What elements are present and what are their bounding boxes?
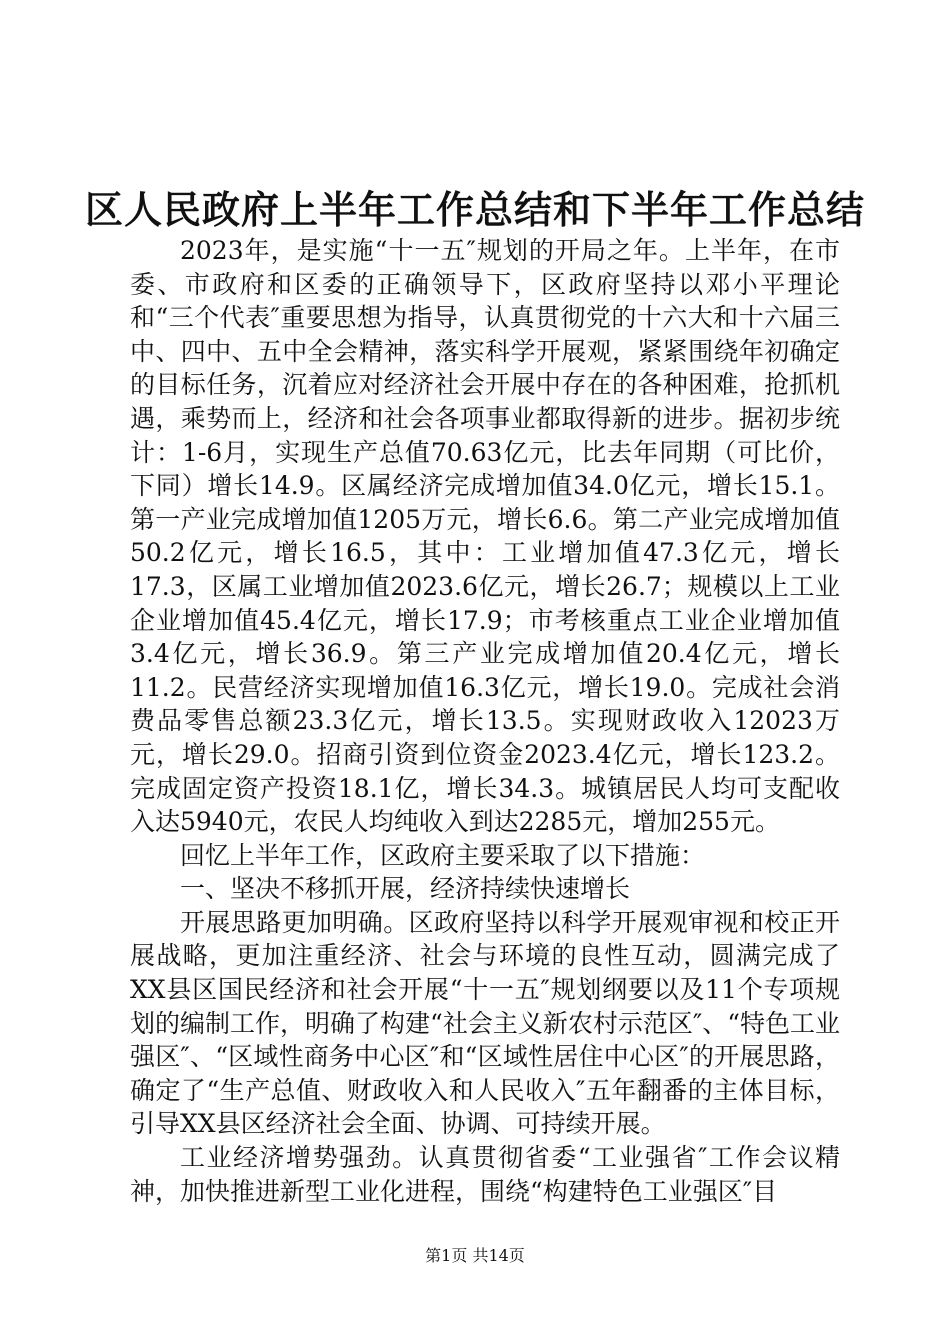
section-heading: 一、坚决不移抓开展，经济持续快速增长 (180, 874, 631, 904)
document-title: 区人民政府上半年工作总结和下半年工作总结 (84, 187, 865, 232)
paragraph-review: 回忆上半年工作，区政府主要采取了以下措施： (180, 840, 706, 870)
page-footer: 第1页 共14页 (425, 1246, 525, 1265)
paragraph-industrial-economy: 工业经济增势强劲。认真贯彻省委“工业强省″工作会议精神，加快推进新型工业化进程，围绕“构建特色工业强区″目 (130, 1143, 840, 1206)
paragraph-intro: 2023年，是实施“十一五″规划的开局之年。上半年，在市委、市政府和区委的正确领导下，区政府坚持以邓小平理论和“三个代表″重要思想为指导，认真贯彻党的十六大和十六届三中、四中、五中全会精神，落实科学开展观，紧紧围绕年初确定的目标任务，沉着应对经济社会开展中存在的各种困难，抢抓机遇，乘势而上，经济和社会各项事业都取得新的进步。据初步统计：1-6月，实现生产总值70.63亿元，比去年同期（可比价，下同）增长14.9。区属经济完成增加值34.0亿元，增长15.1。第一产业完成增加值1205万元，增长6.6。第二产业完成增加值50.2亿元，增长16.5，其中：工业增加值47.3亿元，增长17.3，区属工业增加值2023.6亿元，增长26.7；规模以上工业企业增加值45.4亿元，增长17.9；市考核重点工业企业增加值3.4亿元，增长36.9。第三产业完成增加值20.4亿元，增长11.2。民营经济实现增加值16.3亿元，增长19.0。完成社会消费品零售总额23.3亿元，增长13.5。实现财政收入12023万元，增长29.0。招商引资到位资金2023.4亿元，增长123.2。完成固定资产投资18.1亿，增长34.3。城镇居民人均可支配收入达5940元，农民人均纯收入到达2285元，增加255元。 (130, 236, 840, 837)
paragraph-development-ideas: 开展思路更加明确。区政府坚持以科学开展观审视和校正开展战略，更加注重经济、社会与环境的良性互动，圆满完成了XX县区国民经济和社会开展“十一五″规划纲要以及11个专项规划的编制工作，明确了构建“社会主义新农村示范区″、“特色工业强区″、“区域性商务中心区″和“区域性居住中心区″的开展思路，确定了“生产总值、财政收入和人民收入″五年翻番的主体目标，引导XX县区经济社会全面、协调、可持续开展。 (130, 907, 840, 1139)
document-body (130, 234, 840, 1208)
